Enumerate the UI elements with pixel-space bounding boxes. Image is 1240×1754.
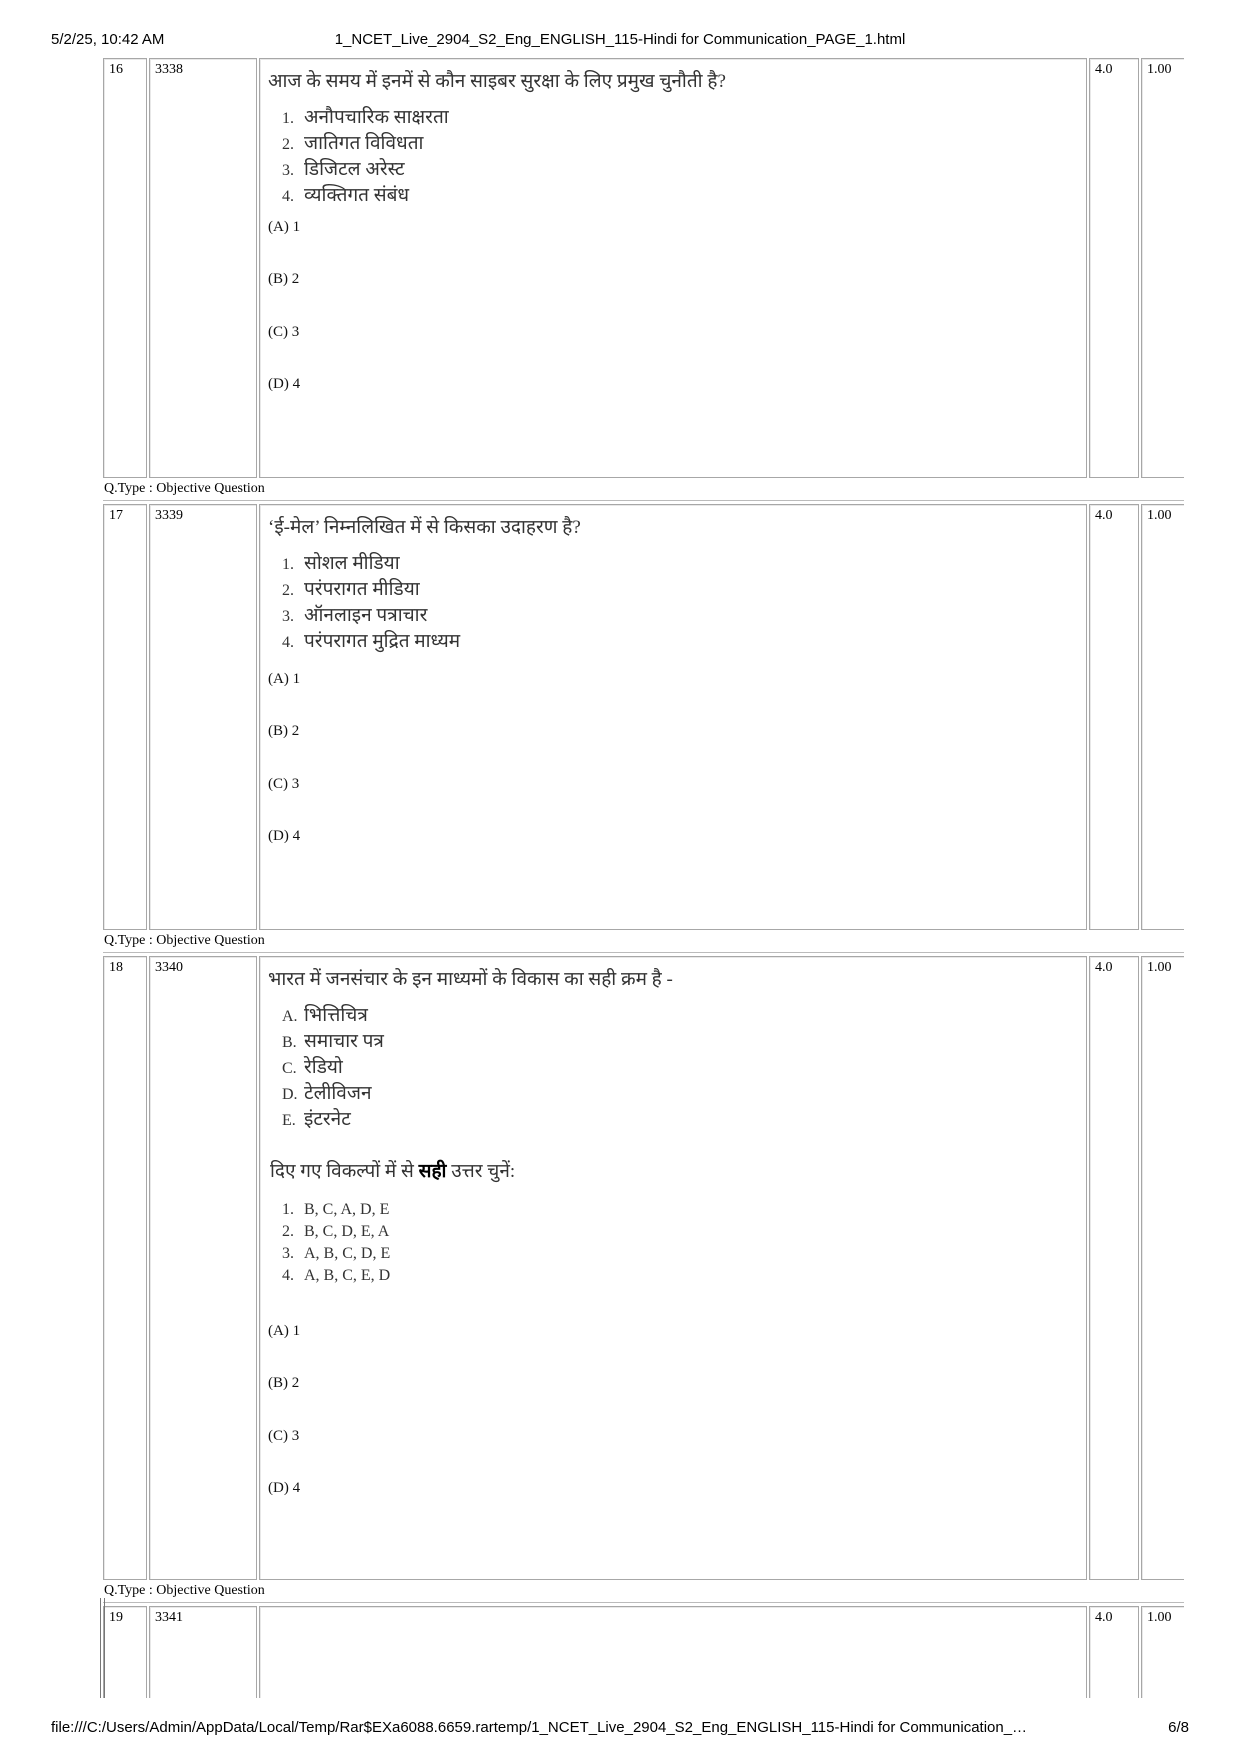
divider [103,952,1184,953]
print-page-indicator: 6/8 [1168,1719,1189,1736]
list-item: 1. सोशल मीडिया [282,553,400,574]
list-item: 4. व्यक्तिगत संबंध [282,185,410,206]
question-serial-cell [103,58,147,478]
list-item: 1. B, C, A, D, E [282,1201,390,1218]
print-header [0,31,1240,51]
question-id: 3338 [155,62,183,77]
list-item: E. इंटरनेट [282,1109,351,1130]
question-id-cell [149,58,257,478]
question-serial: 17 [109,508,123,523]
statement-list [282,1003,384,1133]
question-body-cell [259,504,1087,930]
answer-choice-b: (B) 2 [268,271,300,287]
question-text: ‘ई-मेल’ निम्नलिखित में से किसका उदाहरण है? [268,517,581,538]
list-item: 4. A, B, C, E, D [282,1267,391,1284]
option-list [282,105,449,209]
question-row [103,1606,1184,1698]
question-serial: 19 [109,1610,123,1625]
question-id: 3340 [155,960,183,975]
list-item: D. टेलीविजन [282,1083,372,1104]
question-body-cell [259,1606,1087,1698]
list-item: 2. B, C, D, E, A [282,1223,390,1240]
question-serial-cell [103,956,147,1580]
list-item: 3. A, B, C, D, E [282,1245,391,1262]
answer-choice-a: (A) 1 [268,671,301,687]
question-type-label: Q.Type : Objective Question [104,481,265,496]
question-text: आज के समय में इनमें से कौन साइबर सुरक्षा के लिए प्रमुख चुनौती है? [268,71,726,92]
answer-choice-c: (C) 3 [268,1428,300,1444]
question-id-cell [149,956,257,1580]
divider [103,1602,1184,1603]
question-serial-cell [103,1606,147,1698]
negative-marks: 1.00 [1147,62,1172,77]
marks: 4.0 [1095,508,1113,523]
answer-choice-c: (C) 3 [268,776,300,792]
list-item: 2. जातिगत विविधता [282,133,424,154]
answer-choice-b: (B) 2 [268,1375,300,1391]
negative-marks-cell [1141,956,1184,1580]
marks: 4.0 [1095,62,1113,77]
question-body-cell [259,58,1087,478]
list-item: A. भित्तिचित्र [282,1005,368,1026]
question-paper-table [96,58,1184,1698]
negative-marks-cell [1141,504,1184,930]
answer-choice-d: (D) 4 [268,376,301,392]
list-item: B. समाचार पत्र [282,1031,384,1052]
marks-cell [1089,504,1139,930]
list-item: 1. अनौपचारिक साक्षरता [282,107,449,128]
question-id-cell [149,1606,257,1698]
question-id: 3341 [155,1610,183,1625]
answer-choice-d: (D) 4 [268,1480,301,1496]
list-item: 3. डिजिटल अरेस्ट [282,159,405,180]
print-footer [0,1719,1240,1739]
instruction-text: दिए गए विकल्पों में से सही उत्तर चुनें: [270,1161,516,1182]
question-row [103,956,1184,1580]
question-id-cell [149,504,257,930]
question-row [103,504,1184,930]
list-item: 4. परंपरागत मुद्रित माध्यम [282,631,461,652]
divider [103,500,1184,501]
print-document-title: 1_NCET_Live_2904_S2_Eng_ENGLISH_115-Hindi for Communication_PAGE_1.html [334,31,906,48]
answer-choice-a: (A) 1 [268,1323,301,1339]
table-outer-border [100,1598,105,1698]
marks: 4.0 [1095,960,1113,975]
question-text: भारत में जनसंचार के इन माध्यमों के विकास का सही क्रम है - [268,969,673,990]
question-serial: 18 [109,960,123,975]
marks-cell [1089,1606,1139,1698]
print-datetime: 5/2/25, 10:42 AM [51,31,165,48]
question-row [103,58,1184,478]
answer-choice-b: (B) 2 [268,723,300,739]
question-type-label: Q.Type : Objective Question [104,933,265,948]
list-item: 2. परंपरागत मीडिया [282,579,420,600]
question-serial-cell [103,504,147,930]
answer-choice-c: (C) 3 [268,324,300,340]
list-item: C. रेडियो [282,1057,343,1078]
question-body-cell [259,956,1087,1580]
answer-choice-d: (D) 4 [268,828,301,844]
marks: 4.0 [1095,1610,1113,1625]
negative-marks: 1.00 [1147,1610,1172,1625]
option-list [282,551,460,655]
marks-cell [1089,58,1139,478]
answer-choice-a: (A) 1 [268,219,301,235]
negative-marks: 1.00 [1147,508,1172,523]
print-file-url: file:///C:/Users/Admin/AppData/Local/Temp/Rar$EXa6088.6659.rartemp/1_NCET_Live_2904_S2_Eng_ENGLISH_115-Hindi for Communication_… [51,1719,1028,1736]
sequence-option-list [282,1199,390,1287]
negative-marks-cell [1141,58,1184,478]
negative-marks: 1.00 [1147,960,1172,975]
question-type-label: Q.Type : Objective Question [104,1583,265,1598]
question-serial: 16 [109,62,123,77]
question-id: 3339 [155,508,183,523]
marks-cell [1089,956,1139,1580]
list-item: 3. ऑनलाइन पत्राचार [282,605,428,626]
negative-marks-cell [1141,1606,1184,1698]
